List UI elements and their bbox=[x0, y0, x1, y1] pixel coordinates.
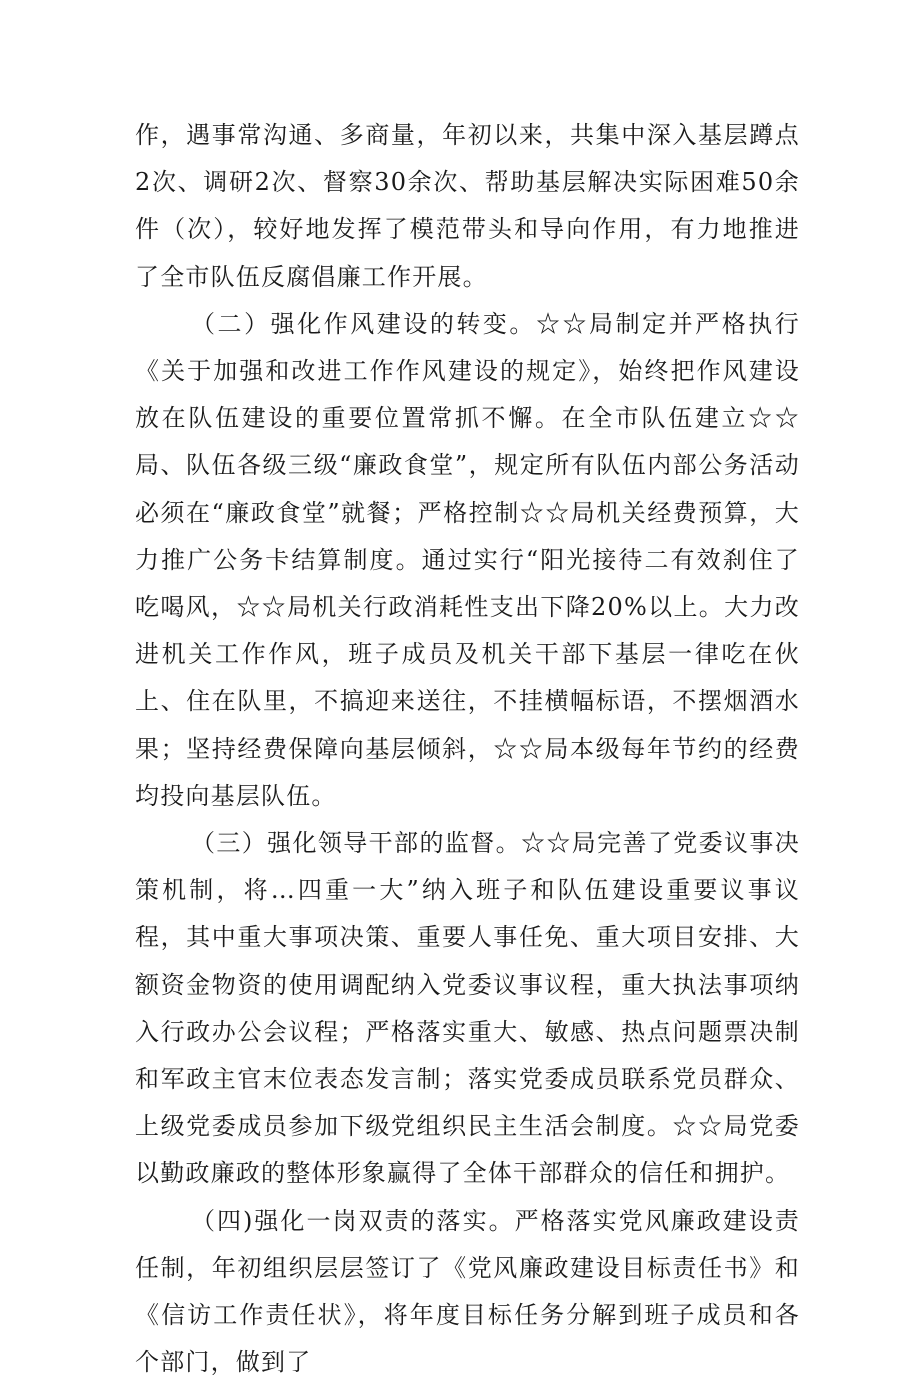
paragraph-section-3: （三）强化领导干部的监督。☆☆局完善了党委议事决策机制，将…四重一大”纳入班子和队伍建设重要议事议程，其中重大事项决策、重要人事任免、重大项目安排、大额资金物资的使用调配纳入党委议事议程，重大执法事项纳入行政办公会议程；严格落实重大、敏感、热点问题票决制和军政主官末位表态发言制；落实党委成员联系党员群众、上级党委成员参加下级党组织民主生活会制度。☆☆局党委以勤政廉政的整体形象赢得了全体干部群众的信任和拥护。 bbox=[135, 829, 800, 1188]
paragraph-section-4: （四)强化一岗双责的落实。严格落实党风廉政建设责任制，年初组织层层签订了《党风廉政建设目标责任书》和《信访工作责任状》，将年度目标任务分解到班子成员和各个部门，做到了 bbox=[135, 1206, 800, 1377]
paragraph-section-2: （二）强化作风建设的转变。☆☆局制定并严格执行《关于加强和改进工作作风建设的规定》，始终把作风建设放在队伍建设的重要位置常抓不懈。在全市队伍建立☆☆局、队伍各级三级“廉政食堂”，规定所有队伍内部公务活动必须在“廉政食堂”就餐；严格控制☆☆局机关经费预算，大力推广公务卡结算制度。通过实行“阳光接待二有效刹住了吃喝风，☆☆局机关行政消耗性支出下降20%以上。大力改进机关工作作风，班子成员及机关干部下基层一律吃在伙上、住在队里，不搞迎来送往，不挂横幅标语，不摆烟酒水果；坚持经费保障向基层倾斜，☆☆局本级每年节约的经费均投向基层队伍。 bbox=[135, 309, 800, 810]
paragraph-continuation: 作，遇事常沟通、多商量，年初以来，共集中深入基层蹲点2次、调研2次、督察30余次、帮助基层解决实际困难50余件（次），较好地发挥了模范带头和导向作用，有力地推进了全市队伍反腐倡廉工作开展。 bbox=[135, 121, 800, 291]
document-body bbox=[135, 112, 800, 1386]
